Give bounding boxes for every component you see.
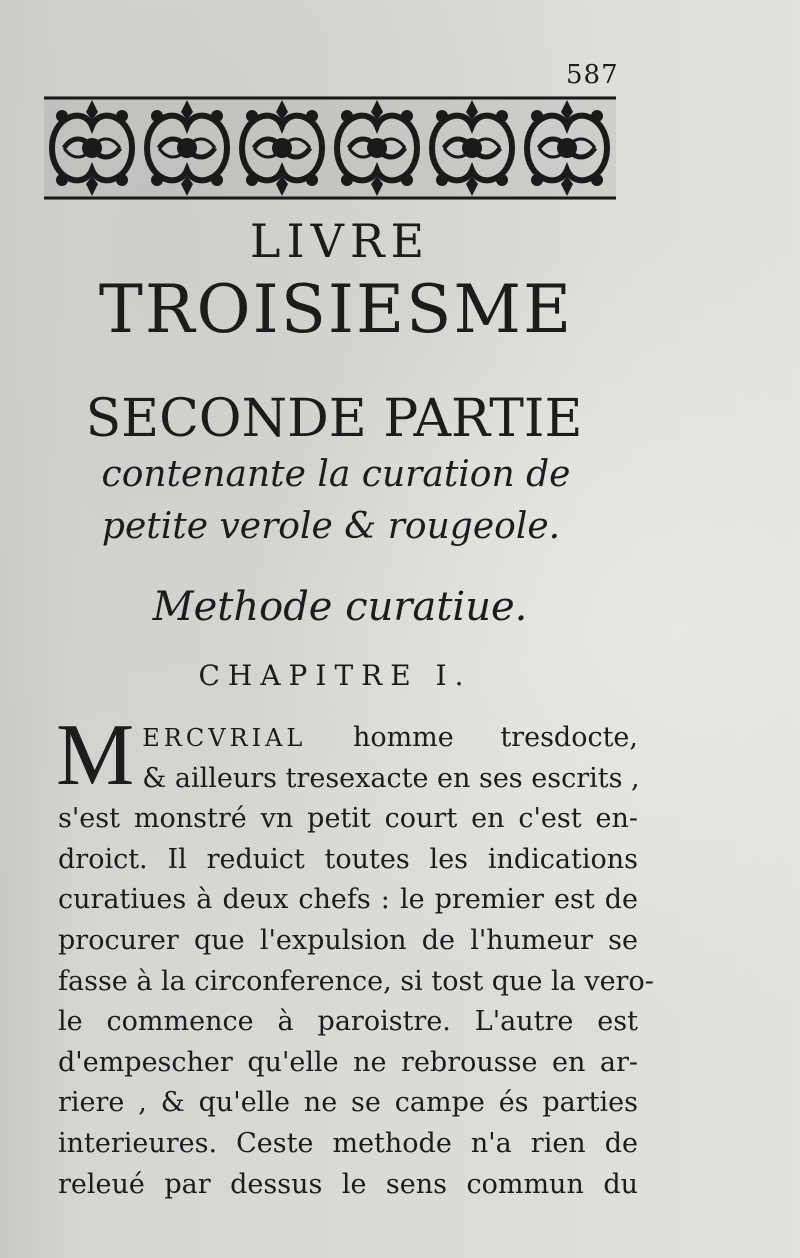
- headpiece-ornament: [44, 96, 616, 200]
- text-line-content: homme tresdocte,: [352, 722, 638, 753]
- text-line: d'empescher qu'elle ne rebrousse en ar-: [58, 1046, 638, 1078]
- heading-troisiesme: TROISIESME: [98, 271, 574, 348]
- chapter-heading: CHAPITRE I.: [198, 659, 472, 692]
- text-line: fasse à la circonference, si tost que la vero-: [58, 965, 654, 997]
- text-line: le commence à paroistre. L'autre est: [58, 1006, 638, 1038]
- ornament-band-graphic: [44, 96, 616, 200]
- heading-livre: LIVRE: [249, 214, 431, 268]
- text-line: riere , & qu'elle ne se campe és parties: [58, 1087, 638, 1119]
- body-paragraph: [56, 707, 654, 1205]
- subtitle-line-2: petite verole & rougeole.: [101, 506, 561, 547]
- text-line: & ailleurs tresexacte en ses escrits ,: [142, 762, 640, 794]
- text-line: procurer que l'expulsion de l'humeur se: [58, 924, 638, 956]
- drop-cap-letter: M: [56, 707, 135, 804]
- text-line: interieures. Ceste methode n'a rien de: [58, 1127, 638, 1159]
- text-line: [58, 718, 638, 759]
- text-line: releué par dessus le sens commun du: [58, 1168, 638, 1200]
- text-line: s'est monstré vn petit court en c'est en-: [58, 803, 638, 835]
- first-word-small-caps: ERCVRIAL: [142, 724, 307, 752]
- page-number: 587: [566, 60, 619, 90]
- section-title-methode: Methode curatiue.: [152, 584, 528, 630]
- text-line: curatiues à deux chefs : le premier est de: [58, 884, 638, 916]
- heading-seconde-partie: SECONDE PARTIE: [85, 389, 583, 449]
- subtitle-line-1: contenante la curation de: [101, 454, 571, 495]
- text-line: droict. Il reduict toutes les indications: [58, 843, 638, 875]
